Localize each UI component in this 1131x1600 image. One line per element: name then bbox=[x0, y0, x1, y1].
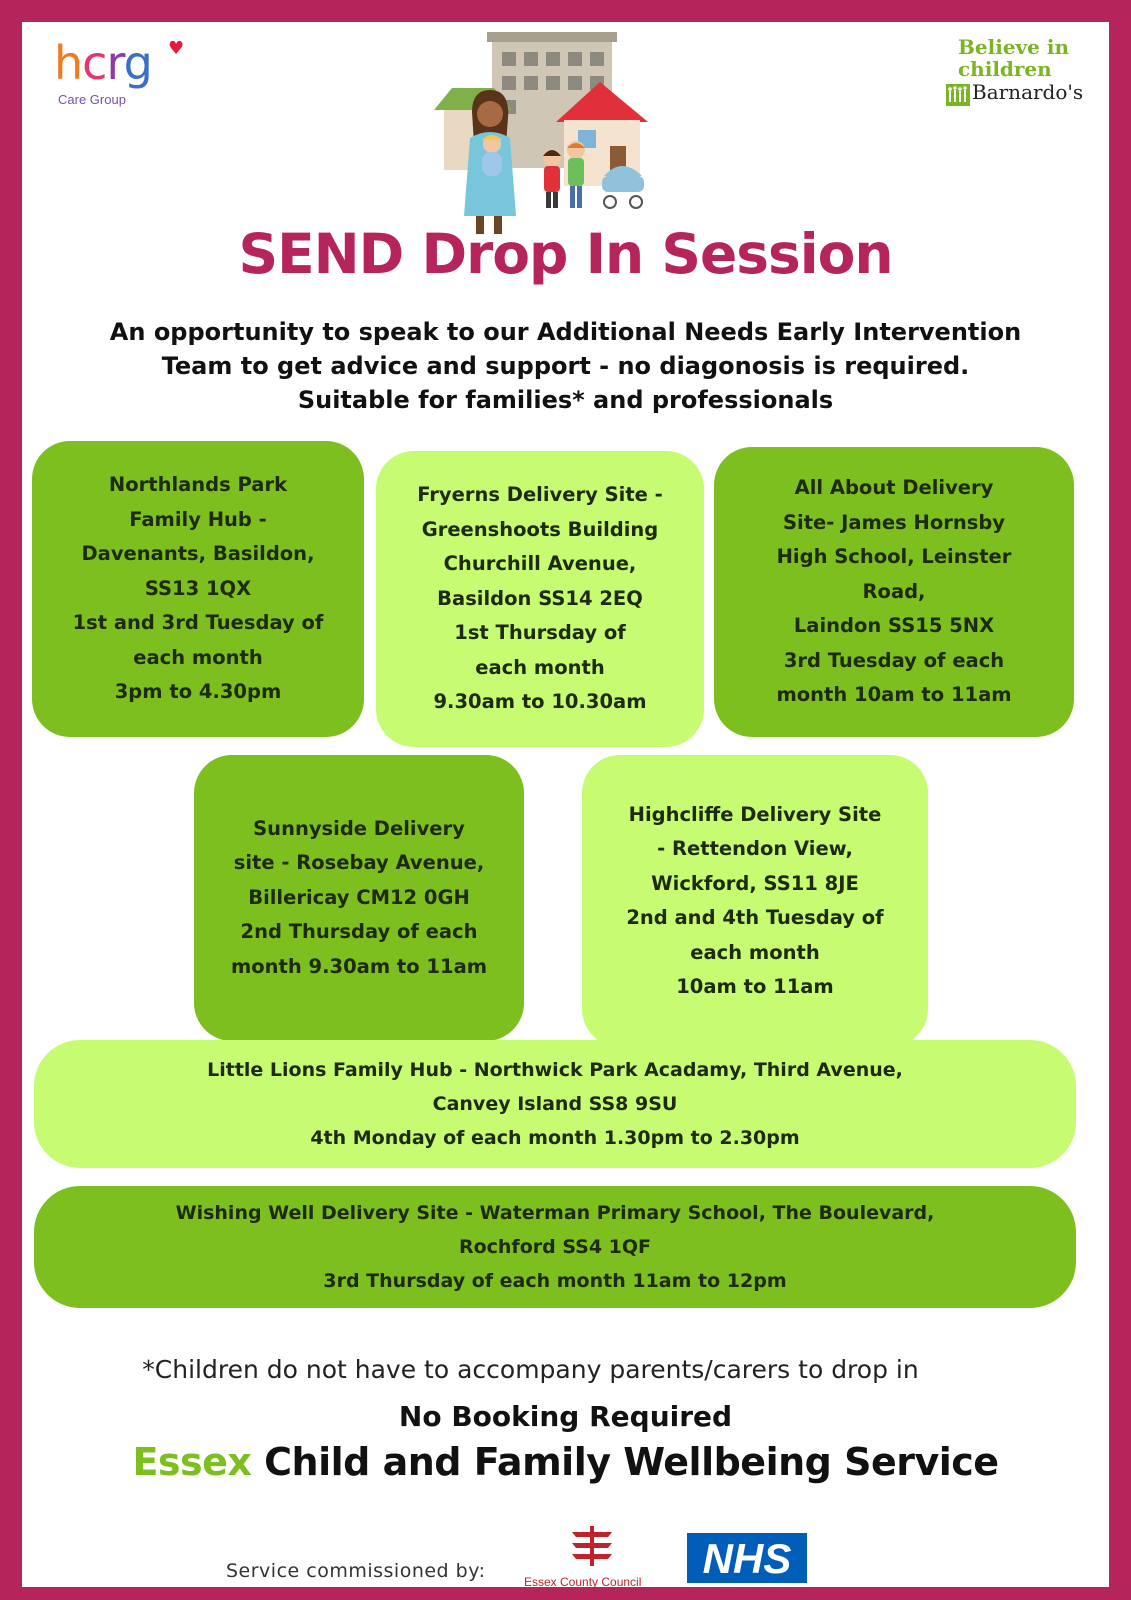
session-card-wishing-well bbox=[34, 1186, 1076, 1308]
session-card-text: Little Lions Family Hub - Northwick Park Acadamy, Third Avenue, Canvey Island SS8 9SU 4th Monday of each month 1.30pm to 2.30pm bbox=[207, 1059, 903, 1149]
session-card-little-lions bbox=[34, 1040, 1076, 1168]
session-card-all-about bbox=[714, 447, 1074, 737]
hcrg-letter-h: h bbox=[54, 36, 83, 90]
hcrg-letter-c: c bbox=[82, 36, 107, 90]
page-title: SEND Drop In Session bbox=[238, 222, 893, 286]
service-name-rest: Child and Family Wellbeing Service bbox=[251, 1440, 999, 1484]
session-card-text: Fryerns Delivery Site - Greenshoots Building Churchill Avenue, Basildon SS14 2EQ 1st Thursday of each month 9.30am to 10.30am bbox=[417, 483, 663, 714]
session-card-northlands-park bbox=[32, 441, 364, 737]
intro-line-1: An opportunity to speak to our Additional Needs Early Intervention bbox=[109, 318, 1022, 346]
no-booking-required: No Booking Required bbox=[398, 1400, 733, 1433]
essex-seaxes-icon bbox=[562, 1526, 622, 1568]
children-note: *Children do not have to accompany parents/carers to drop in bbox=[142, 1355, 919, 1384]
session-card-highcliffe bbox=[582, 755, 928, 1047]
barnardos-tagline bbox=[958, 36, 1069, 80]
session-card-text: Northlands Park Family Hub - Davenants, Basildon, SS13 1QX 1st and 3rd Tuesday of each month 3pm to 4.30pm bbox=[72, 473, 324, 704]
session-card-text: Wishing Well Delivery Site - Waterman Primary School, The Boulevard, Rochford SS4 1QF 3rd Thursday of each month 11am to 12pm bbox=[175, 1202, 935, 1292]
essex-county-council-name: Essex County Council bbox=[524, 1575, 642, 1589]
hcrg-letter-g: g bbox=[123, 36, 152, 90]
session-card-fryerns bbox=[376, 451, 704, 747]
session-card-sunnyside bbox=[194, 755, 524, 1041]
commissioned-by-label: Service commissioned by: bbox=[226, 1560, 486, 1582]
family-and-houses-illustration bbox=[432, 26, 672, 236]
barnardos-figures-icon bbox=[946, 84, 970, 106]
hcrg-letter-r: r bbox=[106, 36, 124, 90]
barnardos-name: Barnardo's bbox=[972, 80, 1084, 104]
heart-icon: ♥ bbox=[168, 38, 185, 59]
nhs-logo bbox=[687, 1533, 807, 1583]
session-card-text: All About Delivery Site- James Hornsby High School, Leinster Road, Laindon SS15 5NX 3rd Tuesday of each month 10am to 11am bbox=[776, 476, 1012, 707]
intro-line-3: Suitable for families* and professionals bbox=[297, 386, 834, 414]
service-name-essex: Essex bbox=[132, 1440, 252, 1484]
hcrg-logo bbox=[54, 36, 152, 90]
nhs-logo-text: NHS bbox=[702, 1535, 792, 1582]
intro-line-2: Team to get advice and support - no diagonosis is required. bbox=[161, 352, 970, 380]
session-card-text: Highcliffe Delivery Site - Rettendon View, Wickford, SS11 8JE 2nd and 4th Tuesday of each month 10am to 11am bbox=[626, 802, 884, 998]
hcrg-subtitle: Care Group bbox=[58, 92, 126, 107]
poster bbox=[22, 22, 1109, 1587]
service-name bbox=[22, 1440, 1109, 1484]
session-card-text: Sunnyside Delivery site - Rosebay Avenue, Billericay CM12 0GH 2nd Thursday of each month 9.30am to 11am bbox=[230, 816, 488, 978]
barnardos-tagline-line1: Believe in bbox=[958, 35, 1069, 59]
barnardos-tagline-line2: children bbox=[958, 57, 1052, 81]
intro-text bbox=[22, 315, 1109, 417]
